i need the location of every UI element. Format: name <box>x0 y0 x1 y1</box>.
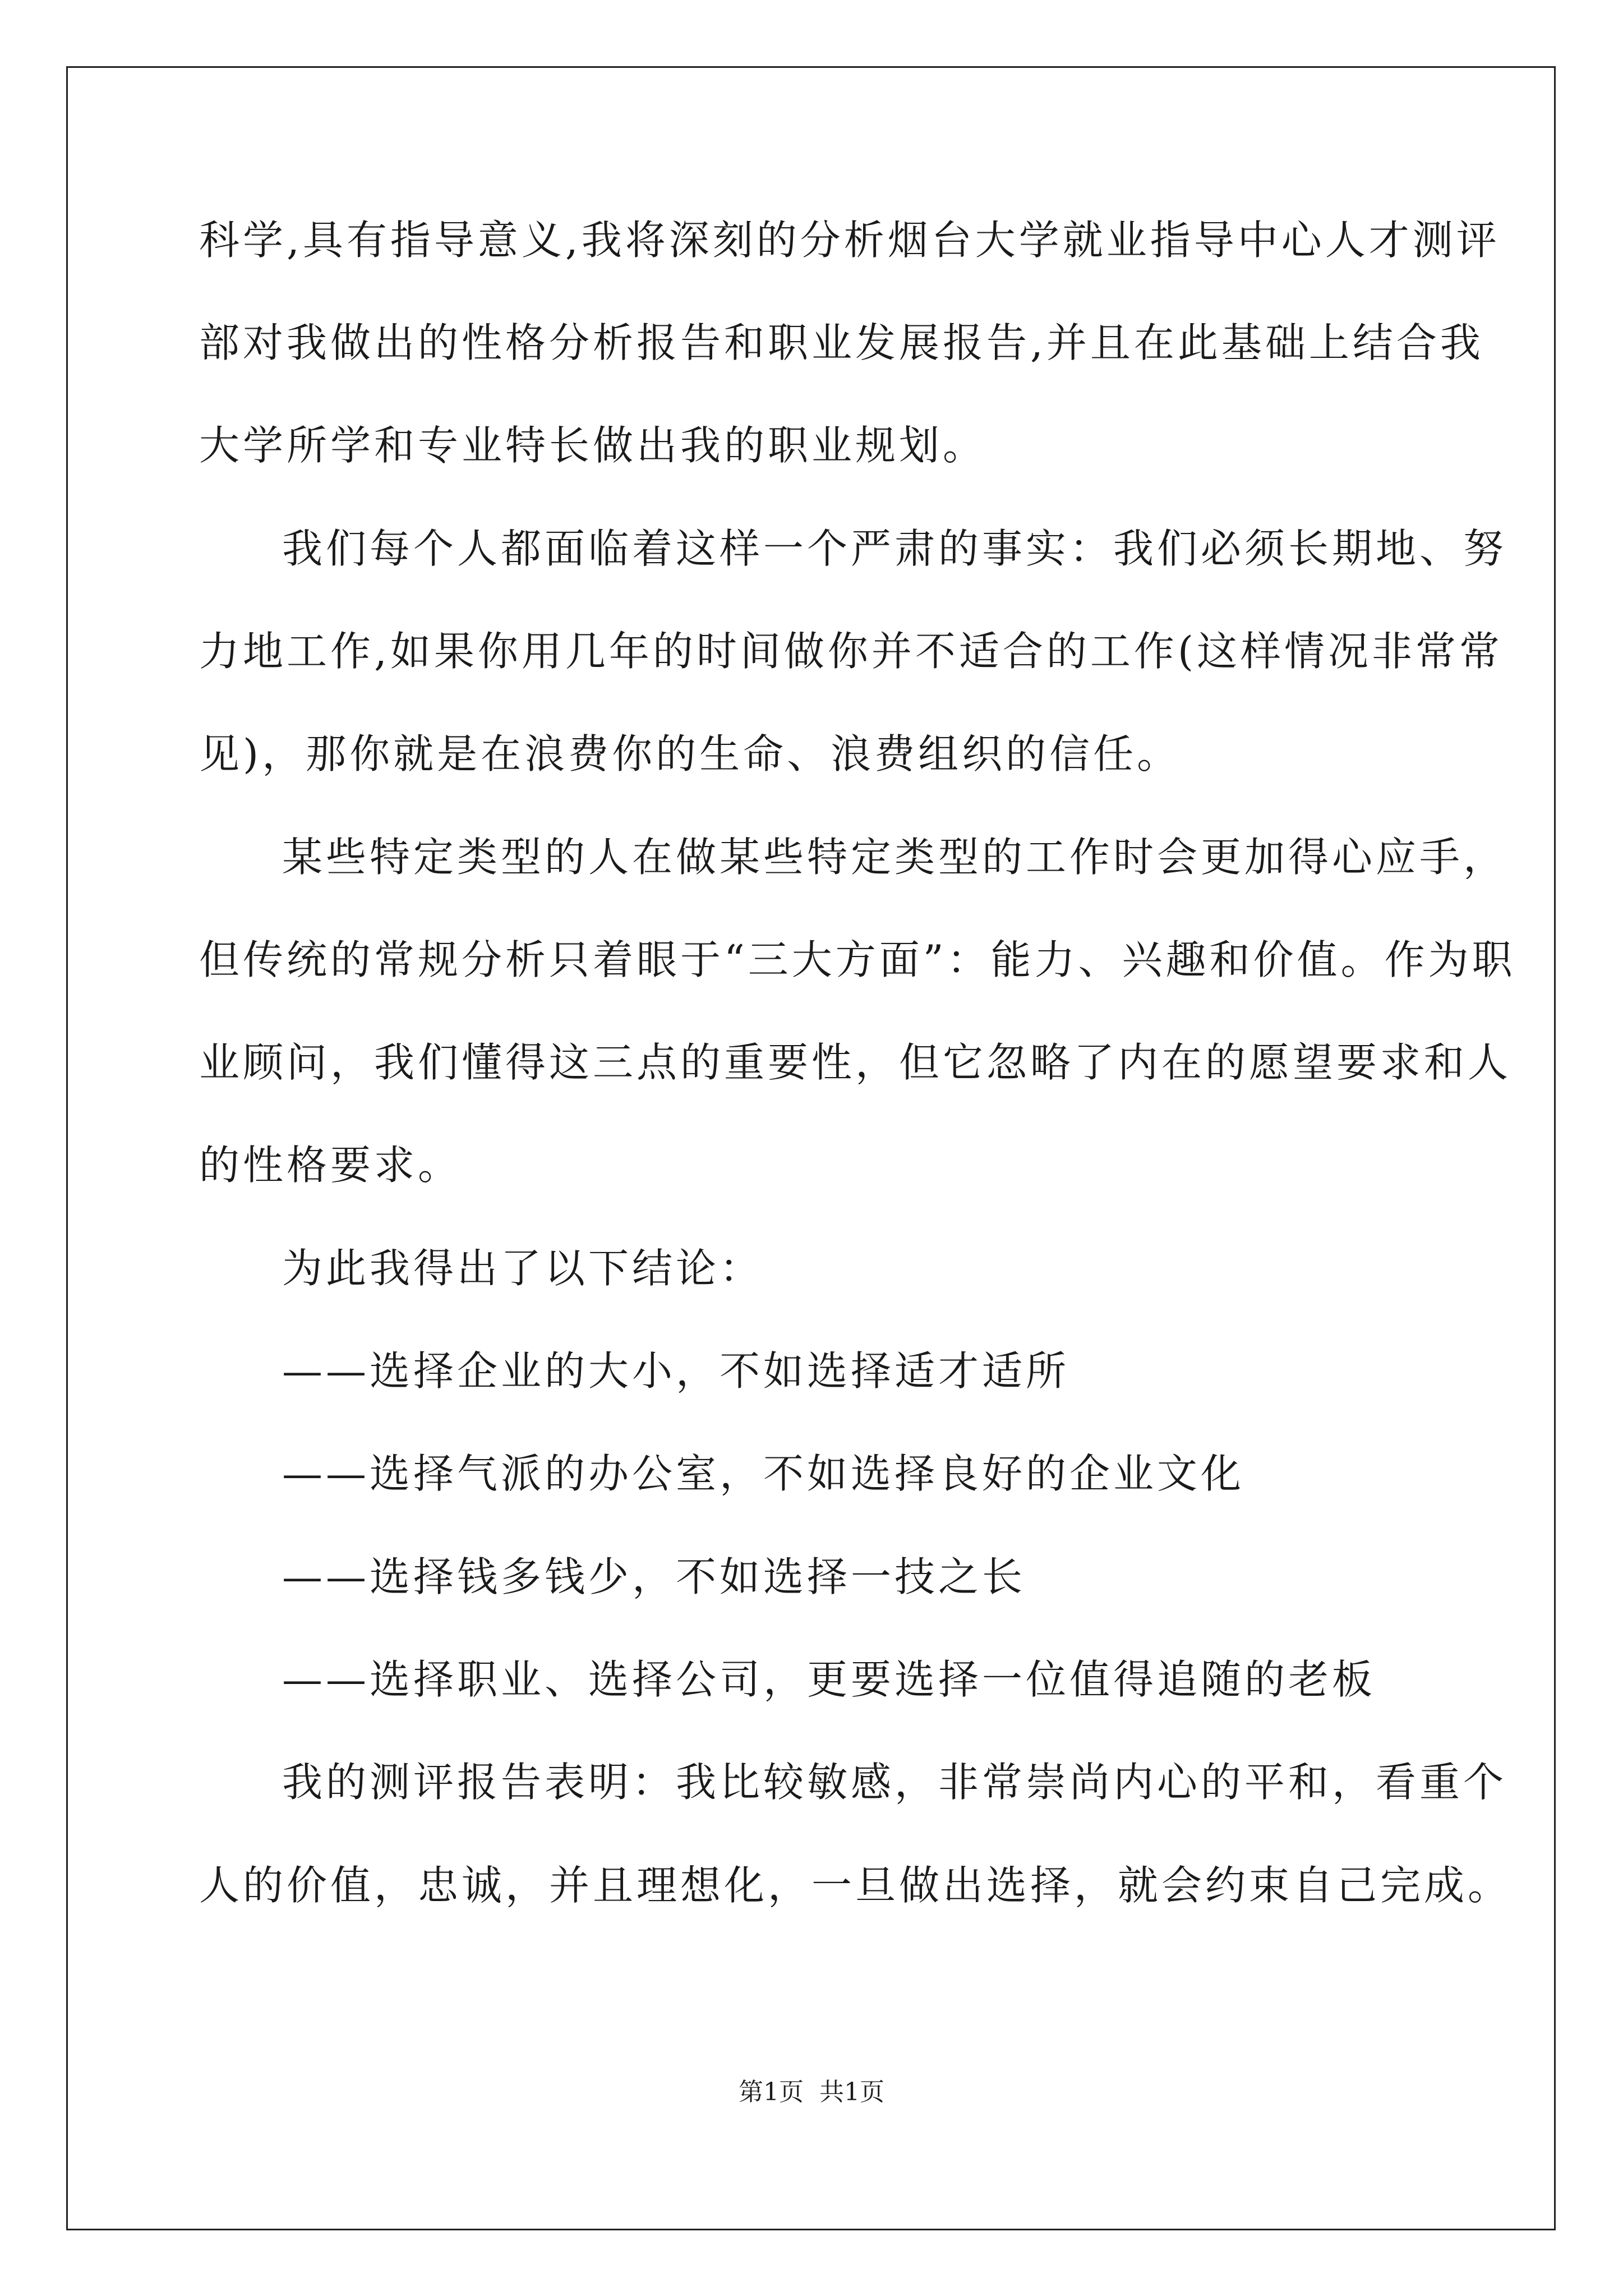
conclusion-item-1: ——选择企业的大小，不如选择适才适所 <box>282 1347 1070 1395</box>
paragraph-2-line-1: 我们每个人都面临着这样一个严肃的事实：我们必须长期地、努 <box>282 525 1507 572</box>
page-number-text: 第1页 共1页 <box>739 2078 884 2106</box>
paragraph-3-line-3: 业顾问，我们懂得这三点的重要性，但它忽略了内在的愿望要求和人 <box>199 1039 1512 1086</box>
conclusion-item-2: ——选择气派的办公室，不如选择良好的企业文化 <box>282 1450 1245 1497</box>
conclusion-item-3: ——选择钱多钱少，不如选择一技之长 <box>282 1553 1026 1600</box>
paragraph-1-line-1: 科学,具有指导意义,我将深刻的分析烟台大学就业指导中心人才测评 <box>199 217 1500 264</box>
paragraph-2-line-2: 力地工作,如果你用几年的时间做你并不适合的工作(这样情况非常常 <box>199 628 1503 675</box>
paragraph-2-line-3: 见)，那你就是在浪费你的生命、浪费组织的信任。 <box>199 730 1181 777</box>
conclusion-item-4: ——选择职业、选择公司，更要选择一位值得追随的老板 <box>282 1656 1376 1703</box>
page-footer <box>0 2076 1623 2109</box>
paragraph-1-line-3: 大学所学和专业特长做出我的职业规划。 <box>199 422 987 469</box>
paragraph-1-line-2: 部对我做出的性格分析报告和职业发展报告,并且在此基础上结合我 <box>199 319 1484 366</box>
paragraph-3-line-4: 的性格要求。 <box>199 1142 462 1189</box>
paragraph-3-line-2: 但传统的常规分析只着眼于“三大方面”：能力、兴趣和价值。作为职 <box>199 936 1516 983</box>
conclusion-intro: 为此我得出了以下结论： <box>282 1245 764 1292</box>
paragraph-final-line-2: 人的价值，忠诚，并且理想化，一旦做出选择，就会约束自己完成。 <box>199 1862 1512 1909</box>
paragraph-final-line-1: 我的测评报告表明：我比较敏感，非常崇尚内心的平和，看重个 <box>282 1759 1507 1806</box>
paragraph-3-line-1: 某些特定类型的人在做某些特定类型的工作时会更加得心应手， <box>282 834 1507 881</box>
